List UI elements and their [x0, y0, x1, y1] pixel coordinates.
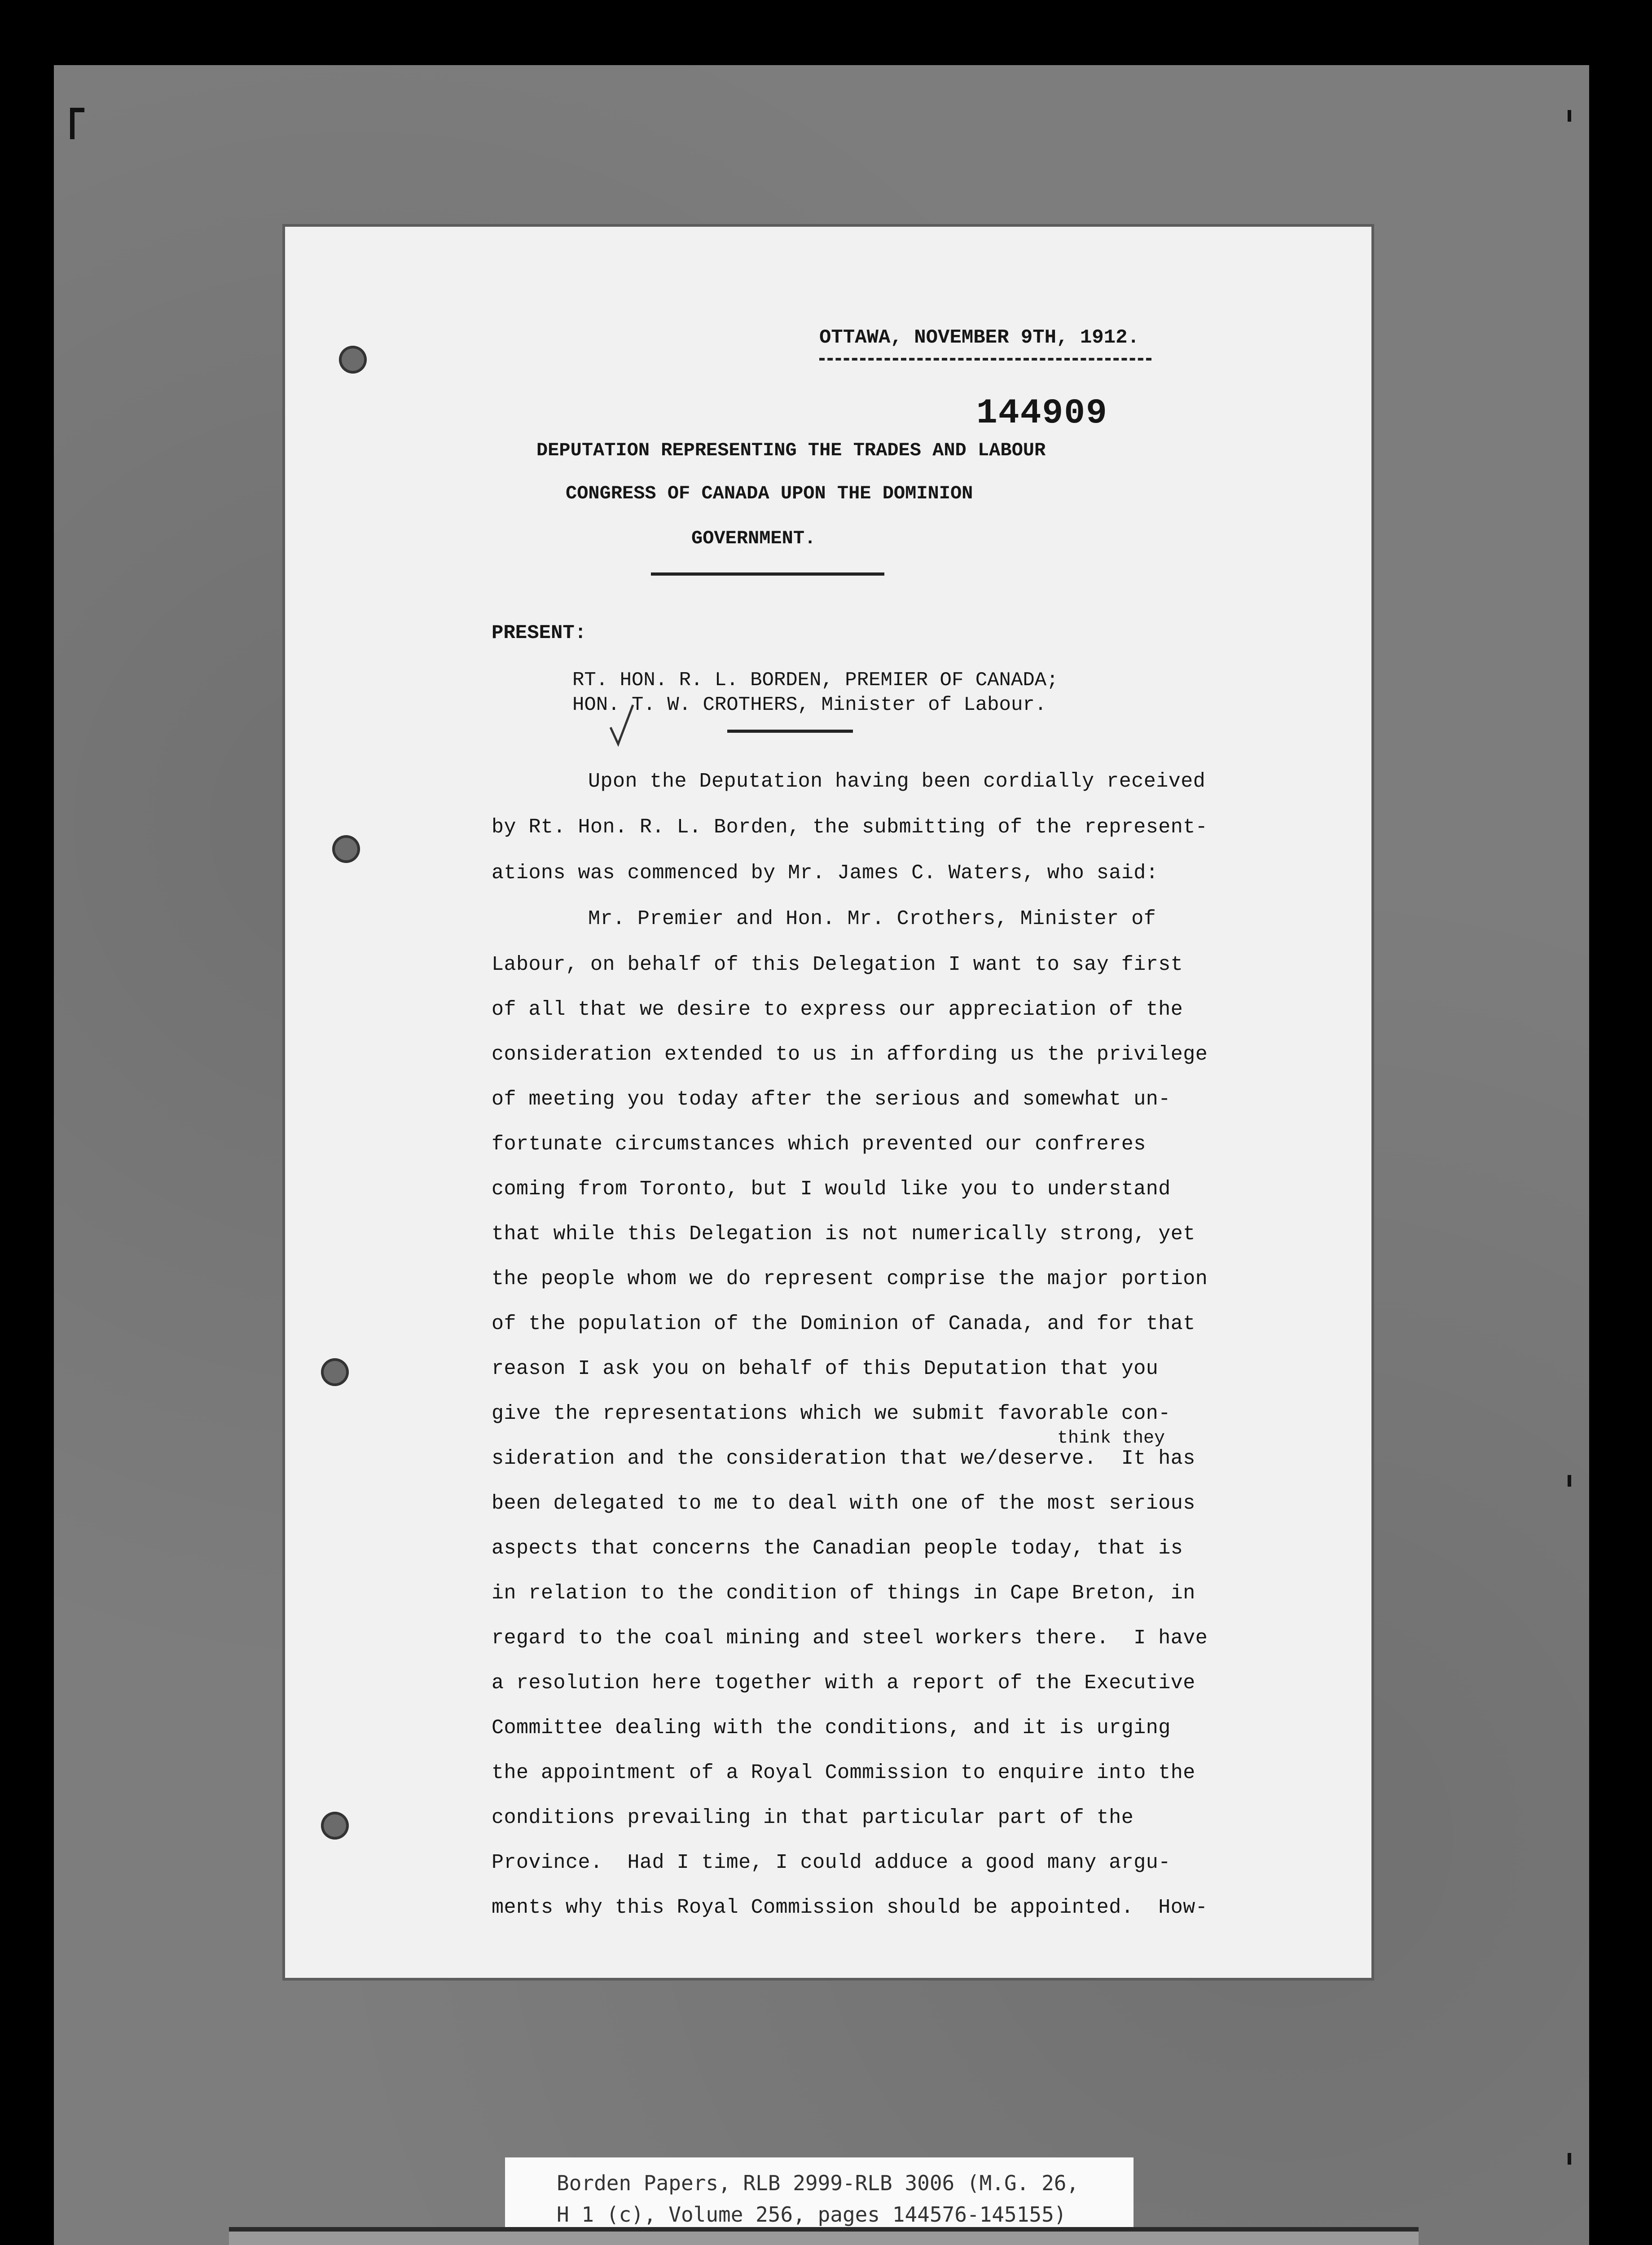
- body-line: the appointment of a Royal Commission to enquire into the: [492, 1761, 1195, 1784]
- frame-edge-mark: [1568, 110, 1571, 122]
- body-line: Labour, on behalf of this Delegation I want to say first: [492, 953, 1183, 976]
- present-label: PRESENT:: [492, 622, 587, 644]
- body-line: in relation to the condition of things in Cape Breton, in: [492, 1582, 1195, 1605]
- body-line: of the population of the Dominion of Canada, and for that: [492, 1312, 1195, 1335]
- body-line: Committee dealing with the conditions, and it is urging: [492, 1717, 1171, 1739]
- body-line: that while this Delegation is not numerically strong, yet: [492, 1223, 1195, 1246]
- body-line: by Rt. Hon. R. L. Borden, the submitting of the represent-: [492, 816, 1208, 839]
- document-title-line: DEPUTATION REPRESENTING THE TRADES AND LABOUR: [536, 440, 1046, 461]
- body-line: reason I ask you on behalf of this Deputation that you: [492, 1357, 1159, 1380]
- punch-hole: [321, 1812, 349, 1840]
- punch-hole: [339, 346, 367, 374]
- document-number: 144909: [976, 394, 1108, 433]
- body-line: aspects that concerns the Canadian people today, that is: [492, 1537, 1183, 1560]
- catalog-reference-line: Borden Papers, RLB 2999-RLB 3006 (M.G. 26,: [557, 2171, 1079, 2195]
- body-line: sideration and the consideration that we/deserve. It has: [492, 1447, 1195, 1470]
- punch-hole: [332, 835, 360, 863]
- body-line: coming from Toronto, but I would like you to understand: [492, 1178, 1171, 1201]
- body-line: the people whom we do represent comprise the major portion: [492, 1268, 1208, 1290]
- body-line: fortunate circumstances which prevented our confreres: [492, 1133, 1146, 1156]
- document-title-line: CONGRESS OF CANADA UPON THE DOMINION: [566, 483, 973, 504]
- body-line: conditions prevailing in that particular part of the: [492, 1806, 1134, 1829]
- body-line: regard to the coal mining and steel workers there. I have: [492, 1627, 1208, 1650]
- frame-edge-mark: [1568, 1475, 1571, 1487]
- body-line: a resolution here together with a report of the Executive: [492, 1672, 1195, 1695]
- body-line: Upon the Deputation having been cordially received: [588, 770, 1206, 793]
- punch-hole: [321, 1358, 349, 1386]
- present-attendee: HON. T. W. CROTHERS, Minister of Labour.: [572, 694, 1047, 716]
- section-divider: [727, 730, 853, 733]
- body-line: Province. Had I time, I could adduce a good many argu-: [492, 1851, 1171, 1874]
- body-line: Mr. Premier and Hon. Mr. Crothers, Minister of: [588, 907, 1156, 930]
- body-line: give the representations which we submit favorable con-: [492, 1402, 1171, 1425]
- dateline: OTTAWA, NOVEMBER 9TH, 1912.: [819, 326, 1139, 349]
- present-attendee: RT. HON. R. L. BORDEN, PREMIER OF CANADA;: [572, 669, 1059, 691]
- dateline-underline: [819, 358, 1151, 361]
- body-line: ments why this Royal Commission should be appointed. How-: [492, 1896, 1208, 1919]
- archives-card-frame: [229, 2227, 1419, 2245]
- body-line: of meeting you today after the serious and somewhat un-: [492, 1088, 1171, 1111]
- body-line: ations was commenced by Mr. James C. Waters, who said:: [492, 862, 1159, 885]
- body-line: been delegated to me to deal with one of the most serious: [492, 1492, 1195, 1515]
- checkmark-icon: [608, 703, 635, 748]
- catalog-reference-line: H 1 (c), Volume 256, pages 144576-145155): [557, 2202, 1067, 2227]
- body-line: of all that we desire to express our appreciation of the: [492, 998, 1183, 1021]
- document-title-line: GOVERNMENT.: [691, 528, 816, 549]
- body-line: consideration extended to us in affording us the privilege: [492, 1043, 1208, 1066]
- title-underline: [651, 572, 884, 576]
- frame-edge-mark: [1568, 2153, 1571, 2165]
- document-page: [285, 227, 1371, 1978]
- frame-corner-mark: [70, 108, 84, 139]
- inserted-handwriting: think they: [1057, 1428, 1165, 1448]
